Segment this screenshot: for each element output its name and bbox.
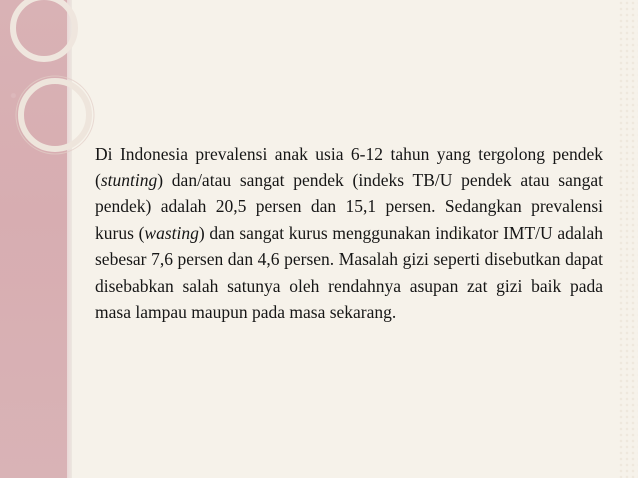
paragraph-text-1: Di Indonesia prevalensi anak usia 6-12 tahun yang tergolong pendek ( (95, 143, 603, 190)
decorative-ring-middle (21, 81, 89, 149)
decorative-dot-pattern (618, 0, 638, 478)
decorative-ring-outline (16, 76, 94, 154)
term-stunting: stunting (100, 169, 158, 190)
term-wasting: wasting (144, 222, 199, 243)
paragraph-text-3: ) dan sangat kurus menggunakan indikator IMT/U adalah sebesar 7,6 persen dan 4,6 persen. Masalah gizi seperti disebutkan dapat disebabkan salah satunya oleh rendahnya asupan zat gizi baik pada masa lampau maupun pada masa sekarang. (95, 222, 604, 322)
paragraph-text-2: ) dan/atau sangat pendek (indeks TB/U pendek atau sangat pendek) adalah 20,5 persen dan 15,1 persen. Sedangkan prevalensi kurus ( (95, 169, 603, 243)
decorative-ring-top (13, 0, 75, 59)
body-paragraph (95, 141, 603, 326)
